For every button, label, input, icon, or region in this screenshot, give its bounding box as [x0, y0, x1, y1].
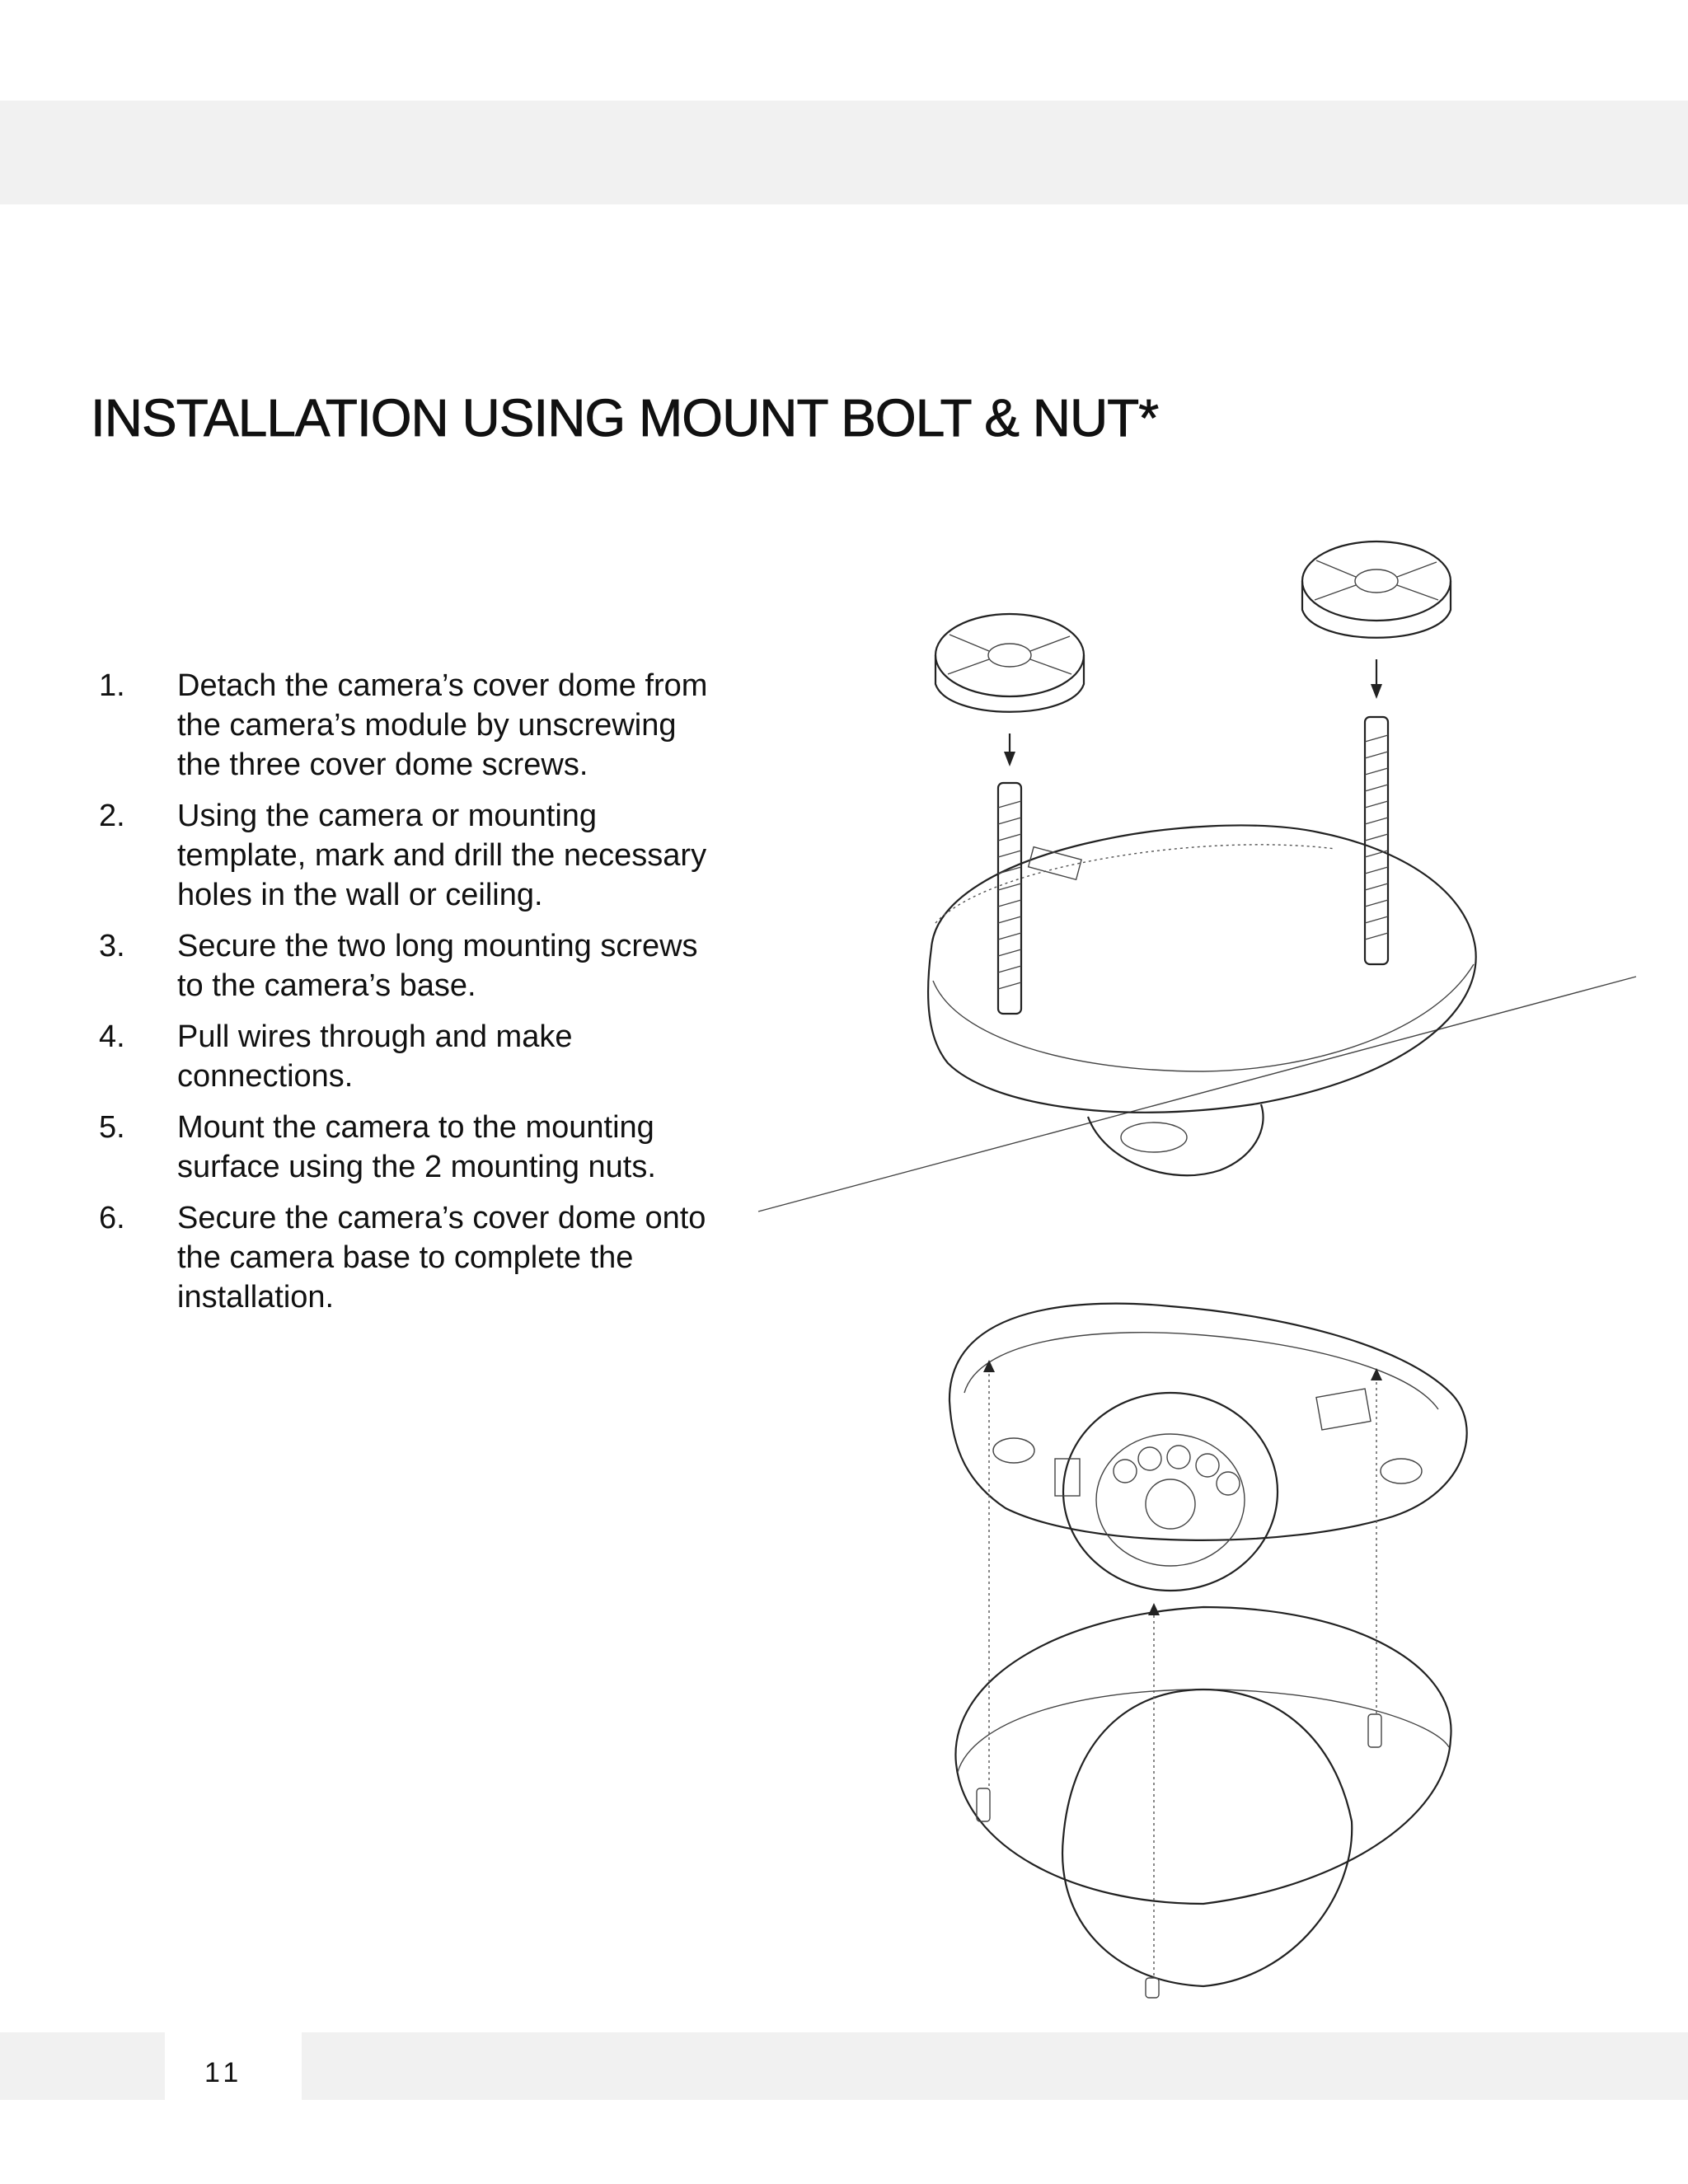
- step-text: [177, 926, 758, 1005]
- step-line: template, mark and drill the necessary: [177, 838, 707, 873]
- arrow-head-right: [1371, 684, 1382, 699]
- camera-module-lower: [950, 1304, 1467, 1591]
- step-line: connections.: [177, 1059, 354, 1094]
- step-line: to the camera’s base.: [177, 968, 476, 1003]
- step-number: 5.: [99, 1110, 125, 1145]
- arrow-head-left: [1004, 752, 1015, 766]
- page-title: INSTALLATION USING MOUNT BOLT & NUT*: [91, 388, 1159, 448]
- instruction-step: [99, 926, 758, 1005]
- step-text: [177, 666, 758, 785]
- step-number: 4.: [99, 1019, 125, 1054]
- instruction-step: [99, 1017, 758, 1096]
- instruction-step: [99, 796, 758, 915]
- arrow-up-right: [1371, 1368, 1382, 1380]
- step-text: [177, 1017, 758, 1096]
- step-line: Pull wires through and make: [177, 1019, 573, 1054]
- step-number: 6.: [99, 1201, 125, 1235]
- instruction-list: [99, 666, 758, 1329]
- step-line: surface using the 2 mounting nuts.: [177, 1150, 656, 1184]
- step-line: the camera’s module by unscrewing: [177, 708, 677, 743]
- step-number: 3.: [99, 929, 125, 963]
- mount-nut-left: [935, 614, 1084, 712]
- step-text: [177, 1198, 758, 1317]
- step-text: [177, 1108, 758, 1187]
- page-number: 11: [204, 2057, 244, 2088]
- arrow-up-left: [983, 1360, 995, 1372]
- camera-base-upper: [928, 825, 1476, 1175]
- step-line: Mount the camera to the mounting: [177, 1110, 654, 1145]
- instruction-step: [99, 1108, 758, 1187]
- instruction-step: [99, 1198, 758, 1317]
- instruction-step: [99, 666, 758, 785]
- mount-screw-right: [1365, 717, 1388, 964]
- mount-screw-left: [998, 783, 1021, 1014]
- step-line: installation.: [177, 1280, 335, 1315]
- step-line: holes in the wall or ceiling.: [177, 878, 543, 912]
- step-line: the camera base to complete the: [177, 1240, 634, 1275]
- step-line: Secure the camera’s cover dome onto: [177, 1201, 706, 1235]
- footer-band-left: [0, 2032, 165, 2100]
- camera-installation-illustration: [742, 536, 1648, 2003]
- mount-nut-right: [1302, 541, 1451, 638]
- step-line: the three cover dome screws.: [177, 748, 588, 782]
- header-band: [0, 101, 1688, 204]
- arrow-up-center: [1148, 1603, 1160, 1615]
- step-line: Using the camera or mounting: [177, 799, 598, 833]
- step-text: [177, 796, 758, 915]
- step-line: Detach the camera’s cover dome from: [177, 668, 708, 703]
- mounting-surface-line: [758, 977, 1636, 1212]
- footer-band-right: [302, 2032, 1688, 2100]
- step-number: 1.: [99, 668, 125, 703]
- step-line: Secure the two long mounting screws: [177, 929, 698, 963]
- step-number: 2.: [99, 799, 125, 833]
